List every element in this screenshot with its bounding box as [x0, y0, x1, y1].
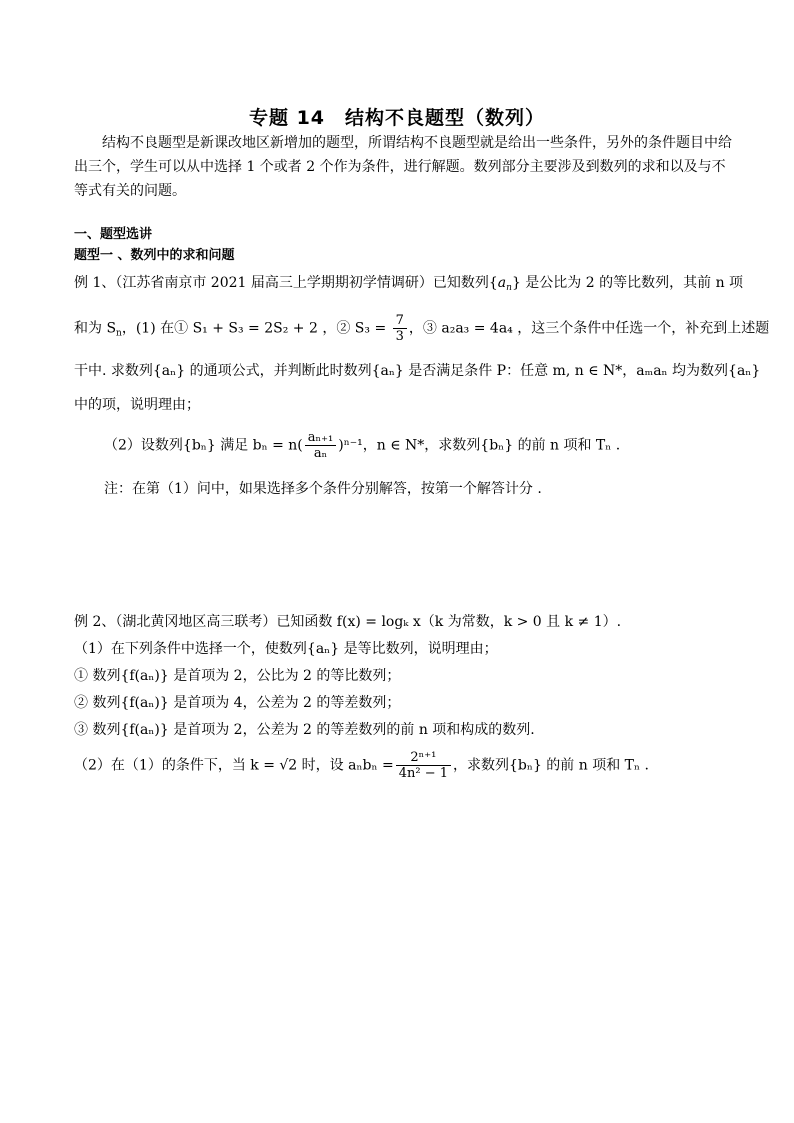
- ex2-part2-fraction: $\frac{\text{2ⁿ⁺¹}}{\text{4n² − 1}}$: [396, 750, 451, 781]
- ex1-line4: 中的项，说明理由；: [74, 397, 200, 413]
- ex1-seq-a: $a_n$: [497, 275, 512, 293]
- ex1-line2-text-a: 和为 S: [74, 320, 117, 337]
- ex1-line2-text-b: ，(1) 在① S₁ + S₃ = 2S₂ + 2 ，② S₃ =: [121, 320, 387, 337]
- ex1-line1: [74, 272, 743, 293]
- ex1-line1-text-b: } 是公比为 2 的等比数列，其前 n 项: [511, 275, 744, 291]
- ex2-condition-1: ① 数列{f(aₙ)} 是首项为 2，公比为 2 的等比数列；: [74, 668, 401, 684]
- subsection-heading: 题型一 、数列中的求和问题: [74, 248, 235, 263]
- ex1-note: 注：在第（1）问中，如果选择多个条件分别解答，按第一个解答计分 .: [104, 481, 542, 497]
- ex2-part2-text-a: （2）在（1）的条件下，当 k = √2 时，设 aₙbₙ =: [74, 757, 394, 774]
- ex1-fraction: $\frac{7}{3}$: [393, 313, 407, 344]
- ex1-part2-fraction: $\frac{\text{aₙ₊₁}}{\text{aₙ}}$: [305, 430, 336, 461]
- ex1-part2-text-a: （2）设数列{bₙ} 满足 bₙ = n(: [104, 437, 303, 454]
- ex2-condition-2: ② 数列{f(aₙ)} 是首项为 4，公差为 2 的等差数列；: [74, 695, 401, 711]
- section-heading: 一、题型选讲: [74, 227, 153, 242]
- intro-paragraph: 结构不良题型是新课改地区新增加的题型，所谓结构不良题型就是给出一些条件，另外的条件题目中给出三个，学生可以从中选择 1 个或者 2 个作为条件，进行解题。数列部分主要涉及到数列的求和以及与不等式有关的问题。: [74, 135, 732, 199]
- ex1-part2-text-b: )ⁿ⁻¹，n ∈ N*，求数列{bₙ} 的前 n 项和 Tₙ .: [338, 437, 621, 454]
- ex2-line1: 例 2、（湖北黄冈地区高三联考）已知函数 f(x) = logₖ x（k 为常数，k > 0 且 k ≠ 1）.: [74, 614, 622, 630]
- ex2-part2-text-b: ，求数列{bₙ} 的前 n 项和 Tₙ .: [453, 757, 649, 774]
- ex1-line2-text-c: ，③ a₂a₃ = 4a₄ ，这三个条件中任选一个，补充到上述题: [408, 320, 770, 337]
- ex2-part2: [74, 750, 649, 781]
- ex1-line1-text-a: 例 1、（江苏省南京市 2021 届高三上学期期初学情调研）已知数列{: [74, 275, 498, 291]
- ex1-part2: [104, 430, 620, 461]
- ex2-condition-3: ③ 数列{f(aₙ)} 是首项为 2，公差为 2 的等差数列的前 n 项和构成的数列.: [74, 722, 535, 738]
- page-title: 专题 14 结构不良题型（数列）: [248, 107, 546, 129]
- ex1-line2: 和为 $S_n$，(1) 在① S₁ + S₃ = 2S₂ + 2 ，② S₃ = $\frac{7}{3}$ ，③ a₂a₃ = 4a₄ ，这三个条件中任选一个，补充到上述题: [74, 313, 770, 344]
- ex1-line3: 干中. 求数列{aₙ} 的通项公式，并判断此时数列{aₙ} 是否满足条件 P：任意 m, n ∈ N*，aₘaₙ 均为数列{aₙ}: [74, 363, 761, 379]
- ex2-line2: （1）在下列条件中选择一个，使数列{aₙ} 是等比数列，说明理由；: [74, 641, 498, 657]
